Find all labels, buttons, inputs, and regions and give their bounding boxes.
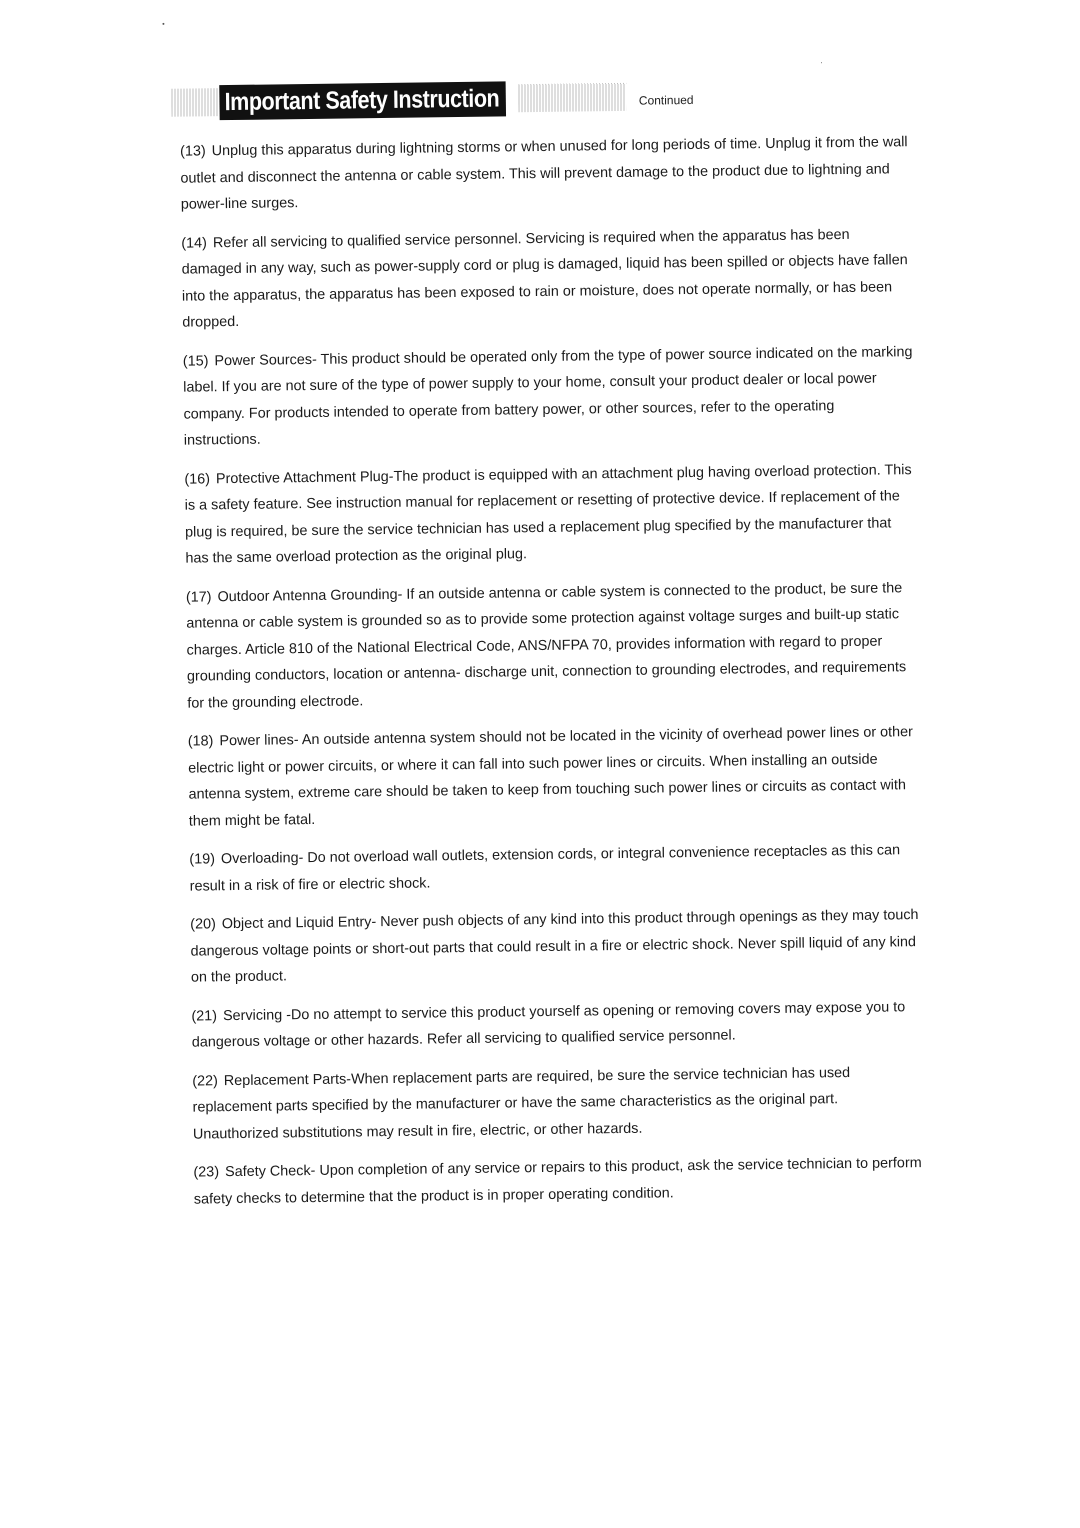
- instruction-item: [193, 1150, 924, 1213]
- item-number: (20): [190, 916, 216, 933]
- item-text: Power lines- An outside antenna system should not be located in the vicinity of overhead power lines or other electric light or power circuits, or where it can fall into such power lines or circuits. When installing an outside antenna system, extreme care should be taken to keep from touching such power lines or circuits as contact with them might be fatal.: [188, 724, 914, 830]
- item-number: (22): [192, 1072, 218, 1090]
- dot-pattern-right: [519, 83, 627, 112]
- instruction-item: [191, 994, 922, 1057]
- item-text: Safety Check- Upon completion of any service or repairs to this product, ask the service technician to perform safety checks to determine that the product is in proper operating condition.: [193, 1155, 922, 1208]
- section-title: Important Safety Instruction: [219, 81, 506, 120]
- scan-speck: [162, 23, 164, 25]
- instruction-item: [180, 129, 911, 218]
- item-text: Unplug this apparatus during lightning storms or when unused for long periods of time. Unplug it from the wall outlet and disconnect the antenna or cable system. This will prevent damage to the product due to lightning and power-line surges.: [180, 134, 908, 213]
- instruction-item: [192, 1059, 923, 1148]
- item-number: (17): [185, 588, 212, 606]
- item-text: Refer all servicing to qualified service personnel. Servicing is required when the apparatus has been damaged in any way, such as power-supply cord or plug is damaged, liquid has been spilled or objects have fallen into the apparatus, the apparatus has been exposed to rain or moisture, does not operate normally, or has been dropped.: [181, 226, 908, 331]
- scan-speck: [821, 62, 822, 63]
- instruction-item: [181, 221, 912, 337]
- item-text: Protective Attachment Plug-The product is equipped with an attachment plug having overload protection. This is a safety feature. See instruction manual for replacement or resetting of protective device. If replacement of the plug is required, be sure the service technician has used a replacement plug specified by the manufacturer that has the same overload protection as the original plug.: [184, 461, 912, 567]
- instruction-list: [180, 129, 924, 1224]
- instruction-item: [183, 339, 914, 455]
- section-header: [171, 80, 693, 119]
- instruction-item: [184, 457, 915, 573]
- item-text: Replacement Parts-When replacement parts are required, be sure the service technician has used replacement parts specified by the manufacturer or have the same characteristics as the original part. Unauthorized substitutions may result in fire, electric, or other hazards.: [192, 1064, 851, 1143]
- item-text: Object and Liquid Entry- Never push objects of any kind into this product through openings as they may touch dangerous voltage points or short-out parts that could result in a fire or electric shock. Never spill liquid of any kind on the product.: [190, 907, 919, 986]
- continued-label: Continued: [638, 92, 694, 108]
- item-number: (16): [184, 470, 211, 488]
- item-number: (19): [189, 851, 216, 868]
- item-number: (13): [179, 143, 206, 160]
- dot-pattern-left: [171, 88, 219, 117]
- instruction-item: [188, 719, 919, 835]
- item-number: (14): [181, 234, 207, 252]
- item-number: (23): [193, 1164, 220, 1181]
- instruction-item: [189, 837, 920, 900]
- item-text: Servicing -Do no attempt to service this product yourself as opening or removing covers may expose you to dangerous voltage or other hazards. Refer all servicing to qualified service personnel.: [191, 998, 906, 1051]
- item-number: (21): [191, 1007, 218, 1025]
- instruction-item: [190, 902, 921, 991]
- item-text: Outdoor Antenna Grounding- If an outside antenna or cable system is connected to the product, be sure the antenna or cable system is grounded so as to provide some protection against voltage surges and built-up static charges. Article 810 of the National Electrical Code, ANS/NFPA 70, provides information with regard to proper grounding conductors, location or antenna- discharge unit, connection to grounding electrodes, and requirements for the grounding electrode.: [186, 579, 907, 712]
- instruction-item: [186, 575, 918, 717]
- item-text: Power Sources- This product should be operated only from the type of power source indicated on the marking label. If you are not sure of the type of power supply to your home, consult your product dealer or local power company. For products intended to operate from battery power, or other sources, refer to the operating instructions.: [183, 343, 913, 449]
- item-number: (15): [182, 352, 209, 370]
- item-text: Overloading- Do not overload wall outlets, extension cords, or integral convenience receptacles as this can result in a risk of fire or electric shock.: [189, 842, 901, 895]
- item-number: (18): [187, 733, 214, 750]
